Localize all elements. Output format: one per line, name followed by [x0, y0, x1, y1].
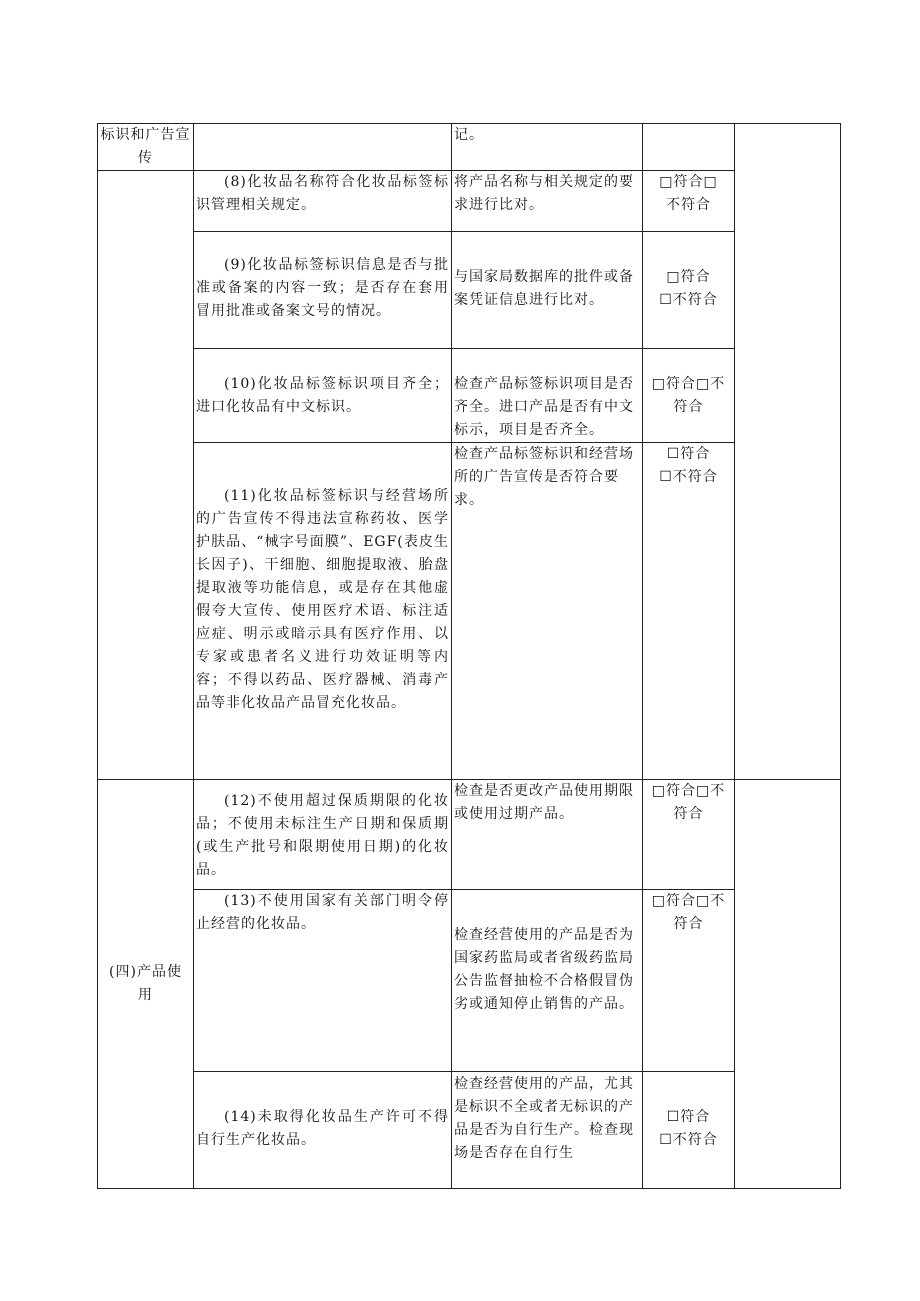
result-line: ☐不符合	[659, 1132, 718, 1148]
result-line: 符合	[673, 916, 704, 932]
result-line: □符合	[666, 269, 711, 285]
result-cell[interactable]	[643, 780, 735, 890]
result-line: □符合□不	[651, 893, 726, 909]
requirement-text: (8)化妆品名称符合化妆品标签标识管理相关规定。	[196, 174, 449, 213]
table-row	[98, 890, 841, 1072]
result-line: □符合□	[659, 174, 718, 190]
result-line: 符合	[673, 399, 704, 415]
table-row	[98, 171, 841, 232]
method-cell: 与国家局数据库的批件或备案凭证信息进行比对。	[452, 232, 643, 349]
method-cell: 检查经营使用的产品是否为国家药监局或者省级药监局公告监督抽检不合格假冒伪劣或通知停止销售的产品。	[452, 890, 643, 1072]
result-line: 符合	[673, 806, 704, 822]
requirement-cell	[194, 890, 452, 1072]
method-cell: 检查产品标签标识项目是否齐全。进口产品是否有中文标示，项目是否齐全。	[452, 349, 643, 443]
requirement-text: (13)不使用国家有关部门明令停止经营的化妆品。	[196, 893, 449, 932]
requirement-cell	[194, 1072, 452, 1189]
table-row	[98, 232, 841, 349]
requirement-text: (9)化妆品标签标识信息是否与批准或备案的内容一致；是否存在套用冒用批准或备案文号的情况。	[196, 257, 449, 319]
result-cell[interactable]	[643, 443, 735, 780]
requirement-cell	[194, 349, 452, 443]
method-cell: 将产品名称与相关规定的要求进行比对。	[452, 171, 643, 232]
method-cell: 检查是否更改产品使用期限或使用过期产品。	[452, 780, 643, 890]
table-row	[98, 124, 841, 171]
result-line: □符合□不	[651, 783, 726, 799]
result-line: 不符合	[666, 197, 711, 213]
inspection-table	[97, 123, 841, 1189]
table-row	[98, 780, 841, 890]
requirement-cell	[194, 124, 452, 171]
requirement-cell	[194, 171, 452, 232]
requirement-text: (14)未取得化妆品生产许可不得自行生产化妆品。	[196, 1109, 449, 1148]
result-cell	[643, 124, 735, 171]
result-cell[interactable]	[643, 890, 735, 1072]
requirement-cell	[194, 780, 452, 890]
result-line: ☐符合	[666, 446, 711, 462]
table-row	[98, 443, 841, 780]
requirement-text: (12)不使用超过保质期限的化妆品；不使用未标注生产日期和保质期(或生产批号和限期使用日期)的化妆品。	[196, 793, 449, 878]
method-cell: 检查经营使用的产品，尤其是标识不全或者无标识的产品是否为自行生产。检查现场是否存在自行生	[452, 1072, 643, 1189]
category-label	[98, 780, 194, 1189]
remarks-cell	[735, 124, 841, 780]
table-row	[98, 1072, 841, 1189]
result-line: ☐不符合	[659, 292, 718, 308]
category-label-continued: 标识和广告宣传	[98, 124, 194, 171]
requirement-cell	[194, 443, 452, 780]
result-line: □符合□不	[651, 376, 726, 392]
requirement-text: (10)化妆品标签标识项目齐全；进口化妆品有中文标识。	[196, 376, 449, 415]
result-cell[interactable]	[643, 232, 735, 349]
remarks-cell	[735, 780, 841, 1189]
result-cell[interactable]	[643, 1072, 735, 1189]
table-row	[98, 349, 841, 443]
requirement-text: (11)化妆品标签标识与经营场所的广告宣传不得违法宣称药妆、医学护肤品、“械字号面膜”、EGF(表皮生长因子)、干细胞、细胞提取液、胎盘提取液等功能信息，或是存在其他虚假夸大宣传、使用医疗术语、标注适应症、明示或暗示具有医疗作用、以专家或患者名义进行功效证明等内容；不得以药品、医疗器械、消毒产品等非化妆品产品冒充化妆品。	[196, 488, 449, 711]
result-cell[interactable]	[643, 349, 735, 443]
method-cell: 记。	[452, 124, 643, 171]
result-line: ☐符合	[666, 1109, 711, 1125]
requirement-cell	[194, 232, 452, 349]
category-text: (四)产品使用	[109, 964, 182, 1003]
category-spacer	[98, 171, 194, 780]
result-cell[interactable]	[643, 171, 735, 232]
result-line: ☐不符合	[659, 469, 718, 485]
method-cell: 检查产品标签标识和经营场所的广告宣传是否符合要求。	[452, 443, 643, 780]
